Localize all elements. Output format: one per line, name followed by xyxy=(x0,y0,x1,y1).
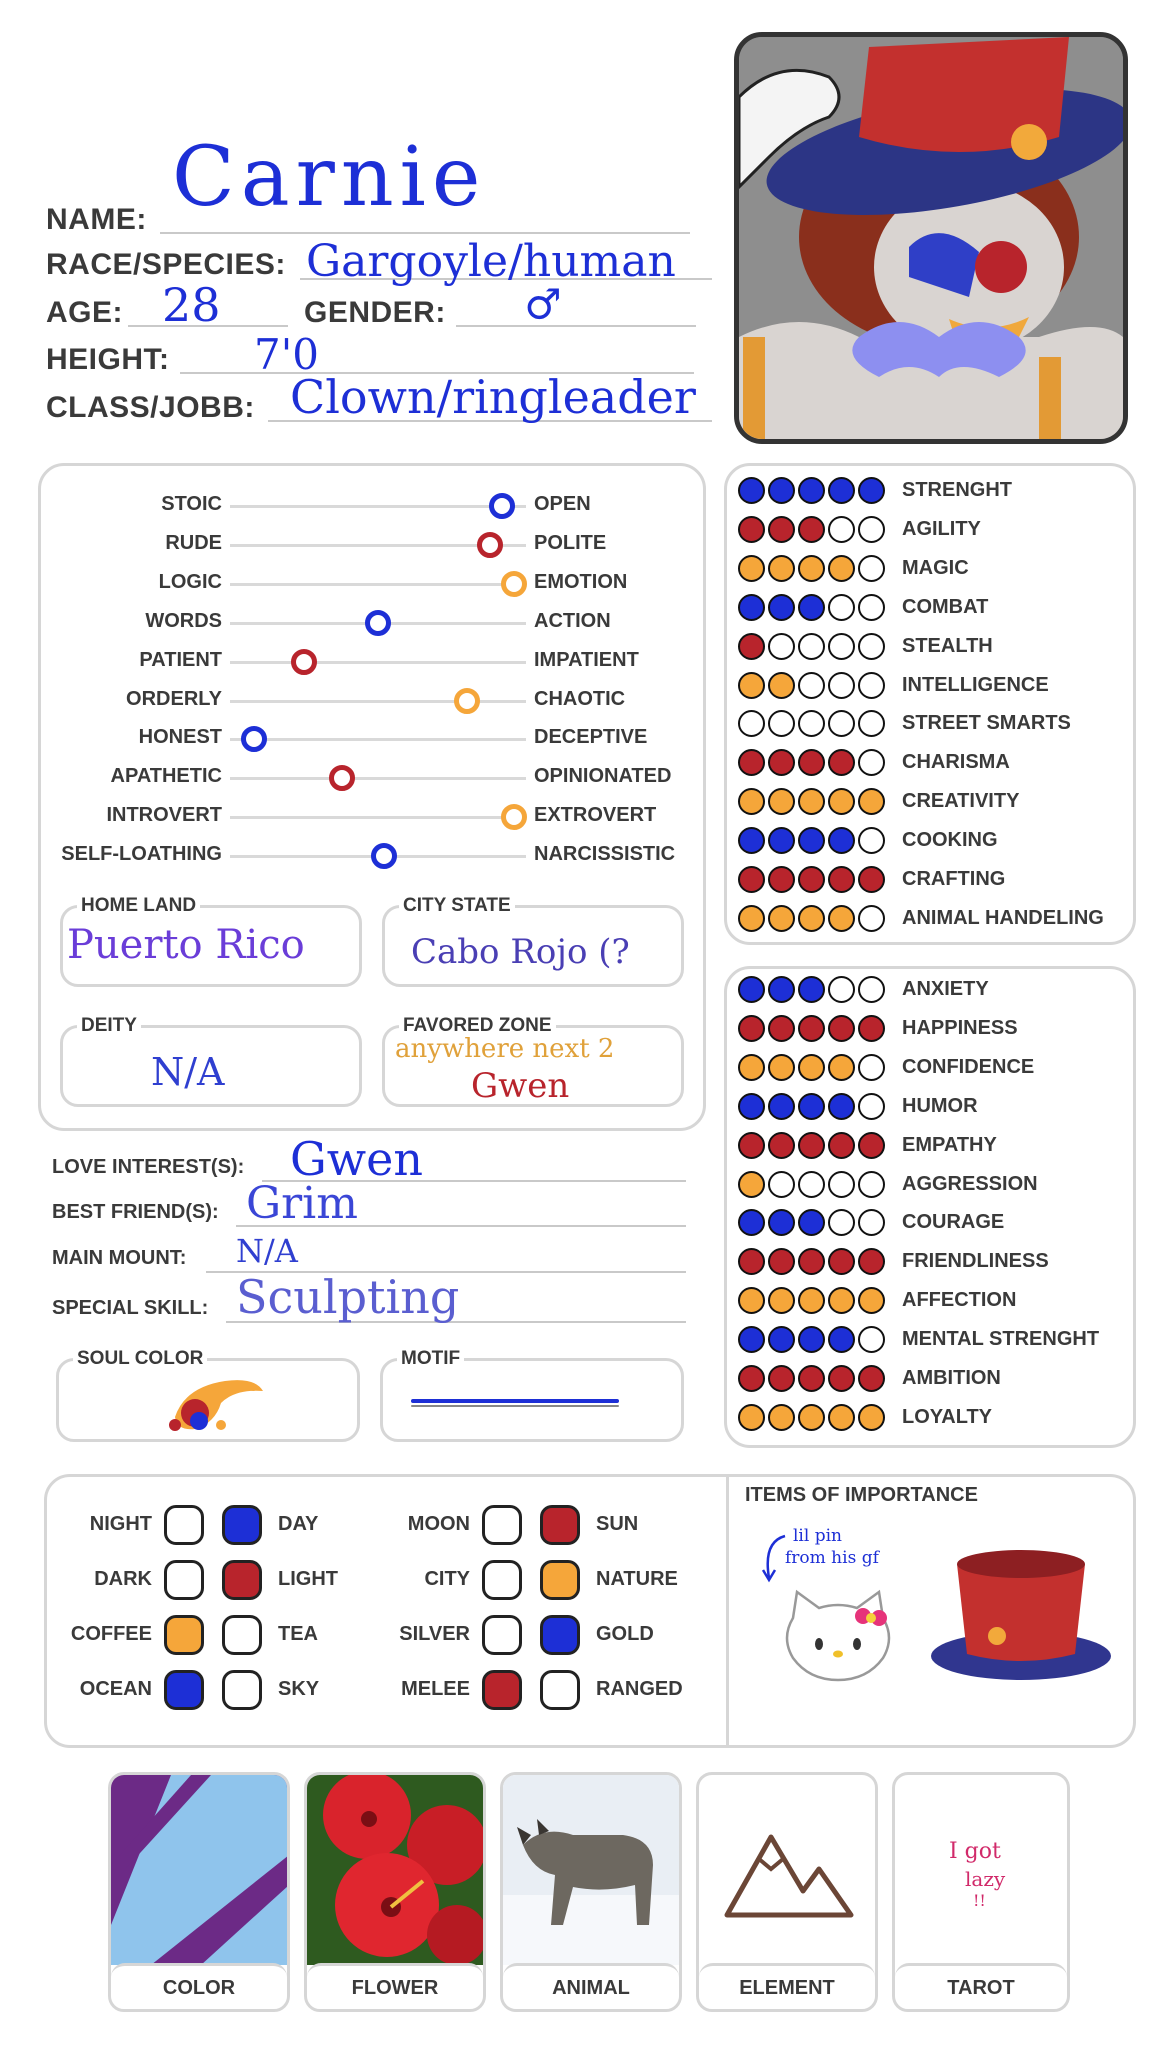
choice-right-label: SUN xyxy=(596,1513,639,1535)
slider-right-label: EXTROVERT xyxy=(534,804,657,827)
slider-track[interactable] xyxy=(230,661,526,664)
rating-dot-filled[interactable] xyxy=(828,1404,855,1431)
rating-dot-filled[interactable] xyxy=(738,1015,765,1042)
rating-label: CONFIDENCE xyxy=(902,1055,1035,1078)
rating-label: INTELLIGENCE xyxy=(902,673,1049,696)
slider-right-label: OPEN xyxy=(534,493,591,515)
best-friend-label: BEST FRIEND(S): xyxy=(52,1201,219,1223)
gender-underline xyxy=(456,325,696,327)
slider-left-label: APATHETIC xyxy=(110,765,222,788)
slider-track[interactable] xyxy=(230,777,526,780)
slider-knob[interactable] xyxy=(501,571,527,597)
rating-dot-filled[interactable] xyxy=(858,788,885,815)
slider-right-label: IMPATIENT xyxy=(534,648,639,671)
choice-checkbox[interactable] xyxy=(222,1615,262,1655)
choice-checkbox-checked[interactable] xyxy=(482,1670,522,1710)
rating-label: ANXIETY xyxy=(902,978,989,1000)
rating-dot-filled[interactable] xyxy=(768,866,795,893)
rating-label: HUMOR xyxy=(902,1094,978,1117)
main-mount-label: MAIN MOUNT: xyxy=(52,1247,187,1269)
rating-dot-filled[interactable] xyxy=(768,1054,795,1081)
deity-value: N/A xyxy=(151,1050,225,1094)
items-of-importance xyxy=(726,1474,1136,1748)
rating-dot-filled[interactable] xyxy=(798,1287,825,1314)
rating-dot-filled[interactable] xyxy=(798,976,825,1003)
rating-dot-filled[interactable] xyxy=(768,672,795,699)
slider-left-label: STOIC xyxy=(161,493,222,515)
slider-track[interactable] xyxy=(230,738,526,741)
rating-dot-filled[interactable] xyxy=(768,1287,795,1314)
tarot-card xyxy=(892,1772,1070,2012)
rating-dot-filled[interactable] xyxy=(768,477,795,504)
main-mount-value: N/A xyxy=(236,1232,298,1270)
rating-label: CRAFTING xyxy=(902,868,1006,890)
rating-dot-filled[interactable] xyxy=(738,1287,765,1314)
rating-dot-filled[interactable] xyxy=(768,1015,795,1042)
rating-dot-empty[interactable] xyxy=(858,1326,885,1353)
love-interest-value: Gwen xyxy=(290,1132,423,1186)
rating-dot-filled[interactable] xyxy=(798,1054,825,1081)
choice-checkbox[interactable] xyxy=(482,1505,522,1545)
slider-left-label: ORDERLY xyxy=(126,687,222,710)
choice-checkbox-checked[interactable] xyxy=(222,1560,262,1600)
rating-dot-empty[interactable] xyxy=(798,633,825,660)
character-portrait xyxy=(734,32,1128,444)
choice-left-label: MOON xyxy=(407,1513,470,1535)
rating-dot-empty[interactable] xyxy=(828,1171,855,1198)
slider-knob[interactable] xyxy=(241,726,267,752)
rating-dot-filled[interactable] xyxy=(798,1404,825,1431)
rating-dot-empty[interactable] xyxy=(768,1171,795,1198)
love-interest-label: LOVE INTEREST(S): xyxy=(52,1156,245,1178)
age-value: 28 xyxy=(162,278,221,332)
rating-label: EMPATHY xyxy=(902,1133,997,1156)
rating-dot-filled[interactable] xyxy=(768,594,795,621)
rating-dot-filled[interactable] xyxy=(798,594,825,621)
slider-track[interactable] xyxy=(230,700,526,703)
hibiscus-flower-image xyxy=(307,1775,485,1965)
rating-dot-filled[interactable] xyxy=(798,555,825,582)
rating-dot-empty[interactable] xyxy=(858,1171,885,1198)
motif-stroke-blue xyxy=(411,1399,619,1403)
rating-dot-filled[interactable] xyxy=(828,1132,855,1159)
rating-dot-filled[interactable] xyxy=(738,1054,765,1081)
rating-dot-empty[interactable] xyxy=(858,1093,885,1120)
rating-dot-filled[interactable] xyxy=(768,788,795,815)
choice-right-label: SKY xyxy=(278,1678,320,1700)
favored-zone-value-1: anywhere next 2 xyxy=(395,1034,615,1064)
slider-right-label: ACTION xyxy=(534,609,611,632)
rating-dot-filled[interactable] xyxy=(738,594,765,621)
name-value-text: Carnie xyxy=(172,130,487,225)
rating-dot-filled[interactable] xyxy=(738,1326,765,1353)
rating-label: STREET SMARTS xyxy=(902,712,1071,735)
choice-left-label: COFFEE xyxy=(70,1623,152,1645)
rating-dot-filled[interactable] xyxy=(858,1404,885,1431)
rating-label: ANIMAL HANDELING xyxy=(902,906,1104,929)
citystate-label: CITY STATE xyxy=(399,895,515,917)
rating-dot-filled[interactable] xyxy=(798,905,825,932)
choice-checkbox-checked[interactable] xyxy=(540,1615,580,1655)
slider-right-label: OPINIONATED xyxy=(534,765,672,788)
rating-dot-filled[interactable] xyxy=(858,1365,885,1392)
rating-dot-filled[interactable] xyxy=(738,788,765,815)
flower-card-label: FLOWER xyxy=(307,1963,483,2009)
rating-dot-empty[interactable] xyxy=(858,976,885,1003)
soul-color-box xyxy=(56,1348,360,1442)
rating-label: HAPPINESS xyxy=(902,1016,1018,1039)
lynx-image xyxy=(503,1775,681,1965)
items-note-1: lil pin xyxy=(793,1526,842,1546)
rating-dot-filled[interactable] xyxy=(828,905,855,932)
rating-dot-filled[interactable] xyxy=(828,555,855,582)
name-underline xyxy=(160,232,690,234)
citystate-value: Cabo Rojo (? xyxy=(411,932,630,972)
rating-dot-empty[interactable] xyxy=(828,976,855,1003)
rating-label: MAGIC xyxy=(902,556,969,579)
rating-dot-empty[interactable] xyxy=(858,672,885,699)
slider-track[interactable] xyxy=(230,583,526,586)
rating-dot-filled[interactable] xyxy=(798,1326,825,1353)
homeland-value: Puerto Rico xyxy=(67,922,305,968)
slider-left-label: PATIENT xyxy=(139,648,222,671)
choice-right-label: NATURE xyxy=(596,1568,678,1590)
rating-dot-filled[interactable] xyxy=(828,477,855,504)
rating-dot-empty[interactable] xyxy=(858,516,885,543)
motif-stroke-grey xyxy=(411,1405,619,1407)
element-card xyxy=(696,1772,878,2012)
choice-checkbox[interactable] xyxy=(164,1505,204,1545)
tarot-note-1: I got xyxy=(949,1839,1001,1864)
rating-dot-empty[interactable] xyxy=(858,905,885,932)
tarot-note-3: !! xyxy=(973,1891,986,1910)
name-value xyxy=(172,130,486,225)
rating-label: COMBAT xyxy=(902,595,989,618)
slider-right-label: NARCISSISTIC xyxy=(534,843,676,866)
soul-color-label: SOUL COLOR xyxy=(73,1348,207,1370)
rating-dot-filled[interactable] xyxy=(798,1365,825,1392)
rating-dot-filled[interactable] xyxy=(738,1404,765,1431)
rating-label: CHARISMA xyxy=(902,751,1010,774)
rating-dot-filled[interactable] xyxy=(738,633,765,660)
slider-left-label: RUDE xyxy=(165,531,222,554)
favored-zone-label: FAVORED ZONE xyxy=(399,1015,556,1037)
curved-arrow-icon xyxy=(759,1530,793,1588)
choice-checkbox[interactable] xyxy=(482,1615,522,1655)
rating-dot-filled[interactable] xyxy=(798,866,825,893)
rating-label: LOYALTY xyxy=(902,1405,993,1428)
rating-dot-filled[interactable] xyxy=(798,788,825,815)
slider-knob[interactable] xyxy=(454,688,480,714)
portrait-illustration xyxy=(739,37,1123,439)
slider-track[interactable] xyxy=(230,505,526,508)
rating-dot-filled[interactable] xyxy=(858,477,885,504)
race-label: RACE/SPECIES: xyxy=(46,248,286,281)
rating-label: CREATIVITY xyxy=(902,790,1020,813)
rating-dot-filled[interactable] xyxy=(768,905,795,932)
rating-label: STRENGHT xyxy=(902,479,1012,501)
rating-dot-filled[interactable] xyxy=(768,827,795,854)
rating-label: MENTAL STRENGHT xyxy=(902,1328,1100,1351)
rating-dot-filled[interactable] xyxy=(828,788,855,815)
homeland-label: HOME LAND xyxy=(77,895,200,917)
rating-dot-filled[interactable] xyxy=(828,1365,855,1392)
slider-right-label: EMOTION xyxy=(534,570,628,593)
element-card-label: ELEMENT xyxy=(699,1963,875,2009)
slider-track[interactable] xyxy=(230,816,526,819)
best-friend-value: Grim xyxy=(246,1178,358,1229)
deity-box xyxy=(60,1015,362,1107)
favored-zone-value-2: Gwen xyxy=(471,1066,570,1106)
rating-label: STEALTH xyxy=(902,634,993,657)
rating-label: COURAGE xyxy=(902,1211,1005,1234)
choice-checkbox-checked[interactable] xyxy=(540,1560,580,1600)
choice-checkbox[interactable] xyxy=(222,1670,262,1710)
color-card-label: COLOR xyxy=(111,1963,287,2009)
slider-left-label: SELF-LOATHING xyxy=(61,843,222,866)
citystate-box xyxy=(382,895,684,987)
rating-dot-empty[interactable] xyxy=(858,555,885,582)
rating-dot-filled[interactable] xyxy=(828,1054,855,1081)
rating-dot-empty[interactable] xyxy=(798,672,825,699)
rating-dot-filled[interactable] xyxy=(768,1365,795,1392)
rating-dot-filled[interactable] xyxy=(738,905,765,932)
rating-dot-empty[interactable] xyxy=(858,633,885,660)
choice-right-label: TEA xyxy=(278,1623,318,1645)
rating-dot-filled[interactable] xyxy=(798,827,825,854)
motif-label: MOTIF xyxy=(397,1348,464,1370)
choice-checkbox-checked[interactable] xyxy=(540,1505,580,1545)
choice-left-label: NIGHT xyxy=(89,1513,152,1535)
rating-dot-filled[interactable] xyxy=(828,866,855,893)
rating-label: AGILITY xyxy=(902,517,981,540)
rating-dot-filled[interactable] xyxy=(738,1093,765,1120)
rating-dot-empty[interactable] xyxy=(858,594,885,621)
rating-dot-filled[interactable] xyxy=(768,555,795,582)
slider-right-label: CHAOTIC xyxy=(534,687,626,710)
homeland-box xyxy=(60,895,362,987)
rating-dot-filled[interactable] xyxy=(828,1326,855,1353)
rating-label: FRIENDLINESS xyxy=(902,1250,1049,1273)
rating-dot-empty[interactable] xyxy=(828,516,855,543)
rating-dot-filled[interactable] xyxy=(768,1132,795,1159)
top-hat-icon xyxy=(929,1544,1113,1684)
animal-card-label: ANIMAL xyxy=(503,1963,679,2009)
rating-dot-filled[interactable] xyxy=(738,516,765,543)
rating-label: COOKING xyxy=(902,829,998,852)
slider-left-label: LOGIC xyxy=(158,570,222,593)
rating-dot-empty[interactable] xyxy=(828,633,855,660)
class-value: Clown/ringleader xyxy=(290,370,696,424)
rating-dot-filled[interactable] xyxy=(738,1171,765,1198)
favored-zone-box xyxy=(382,1015,684,1107)
special-skill-value: Sculpting xyxy=(236,1270,460,1324)
age-label: AGE: xyxy=(46,296,123,329)
rating-dot-filled[interactable] xyxy=(768,516,795,543)
kitty-pin-icon xyxy=(779,1588,897,1686)
items-note-2: from his gf xyxy=(785,1548,879,1568)
rating-dot-filled[interactable] xyxy=(828,827,855,854)
color-card xyxy=(108,1772,290,2012)
rating-dot-filled[interactable] xyxy=(768,1404,795,1431)
rating-dot-empty[interactable] xyxy=(828,672,855,699)
tarot-note-2: lazy xyxy=(965,1867,1006,1891)
choice-right-label: RANGED xyxy=(596,1678,683,1700)
motif-box xyxy=(380,1348,684,1442)
deity-label: DEITY xyxy=(77,1015,141,1037)
rating-dot-filled[interactable] xyxy=(858,1287,885,1314)
rating-dot-filled[interactable] xyxy=(828,1287,855,1314)
rating-dot-filled[interactable] xyxy=(738,555,765,582)
color-swatch xyxy=(111,1775,289,1965)
rating-dot-filled[interactable] xyxy=(738,976,765,1003)
rating-dot-filled[interactable] xyxy=(828,1093,855,1120)
rating-dot-filled[interactable] xyxy=(738,866,765,893)
rating-dot-empty[interactable] xyxy=(858,827,885,854)
tarot-card-label: TAROT xyxy=(895,1963,1067,2009)
rating-label: AMBITION xyxy=(902,1367,1001,1389)
animal-card xyxy=(500,1772,682,2012)
rating-dot-filled[interactable] xyxy=(738,827,765,854)
rating-dot-filled[interactable] xyxy=(738,672,765,699)
height-label: HEIGHT: xyxy=(46,343,170,376)
slider-right-label: DECEPTIVE xyxy=(534,726,648,749)
choice-checkbox[interactable] xyxy=(482,1560,522,1600)
slider-knob[interactable] xyxy=(371,843,397,869)
slider-knob[interactable] xyxy=(365,610,391,636)
rating-dot-filled[interactable] xyxy=(858,866,885,893)
choice-right-label: LIGHT xyxy=(278,1568,338,1590)
rating-dot-empty[interactable] xyxy=(858,1054,885,1081)
mountain-element-icon xyxy=(721,1825,857,1925)
choice-checkbox-checked[interactable] xyxy=(164,1670,204,1710)
slider-left-label: HONEST xyxy=(138,726,222,749)
slider-left-label: WORDS xyxy=(145,609,222,632)
special-skill-label: SPECIAL SKILL: xyxy=(52,1297,209,1319)
choice-checkbox[interactable] xyxy=(540,1670,580,1710)
rating-dot-filled[interactable] xyxy=(798,477,825,504)
rating-dot-filled[interactable] xyxy=(798,1132,825,1159)
rating-dot-filled[interactable] xyxy=(738,1132,765,1159)
height-value: 7'0 xyxy=(254,330,319,379)
soul-color-splash xyxy=(155,1367,275,1439)
rating-label: AGGRESSION xyxy=(902,1172,1038,1195)
rating-dot-filled[interactable] xyxy=(768,976,795,1003)
rating-dot-filled[interactable] xyxy=(858,1015,885,1042)
items-title: ITEMS OF IMPORTANCE xyxy=(745,1484,978,1506)
slider-left-label: INTROVERT xyxy=(106,804,222,827)
rating-dot-filled[interactable] xyxy=(798,1015,825,1042)
class-label: CLASS/JOBB: xyxy=(46,391,255,424)
choice-right-label: DAY xyxy=(278,1513,319,1535)
choice-checkbox[interactable] xyxy=(164,1560,204,1600)
race-value: Gargoyle/human xyxy=(306,236,676,287)
flower-card xyxy=(304,1772,486,2012)
rating-dot-filled[interactable] xyxy=(768,1093,795,1120)
choice-left-label: DARK xyxy=(94,1568,152,1590)
choice-checkbox-checked[interactable] xyxy=(164,1615,204,1655)
rating-dot-filled[interactable] xyxy=(738,477,765,504)
gender-label: GENDER: xyxy=(304,296,446,329)
rating-dot-filled[interactable] xyxy=(828,1015,855,1042)
rating-dot-filled[interactable] xyxy=(798,1093,825,1120)
choice-left-label: MELEE xyxy=(401,1678,470,1700)
choice-left-label: CITY xyxy=(424,1568,470,1590)
name-label: NAME: xyxy=(46,203,147,236)
rating-dot-filled[interactable] xyxy=(738,1365,765,1392)
choice-checkbox-checked[interactable] xyxy=(222,1505,262,1545)
slider-knob[interactable] xyxy=(291,649,317,675)
choice-left-label: SILVER xyxy=(399,1623,470,1645)
slider-right-label: POLITE xyxy=(534,531,607,554)
rating-dot-empty[interactable] xyxy=(828,594,855,621)
choice-left-label: OCEAN xyxy=(79,1678,152,1700)
rating-label: AFFECTION xyxy=(902,1289,1017,1312)
rating-dot-filled[interactable] xyxy=(858,1132,885,1159)
rating-dot-filled[interactable] xyxy=(798,516,825,543)
rating-dot-empty[interactable] xyxy=(798,1171,825,1198)
gender-value: ♂ xyxy=(524,280,562,329)
rating-dot-filled[interactable] xyxy=(768,1326,795,1353)
choice-right-label: GOLD xyxy=(596,1623,654,1645)
rating-dot-empty[interactable] xyxy=(768,633,795,660)
